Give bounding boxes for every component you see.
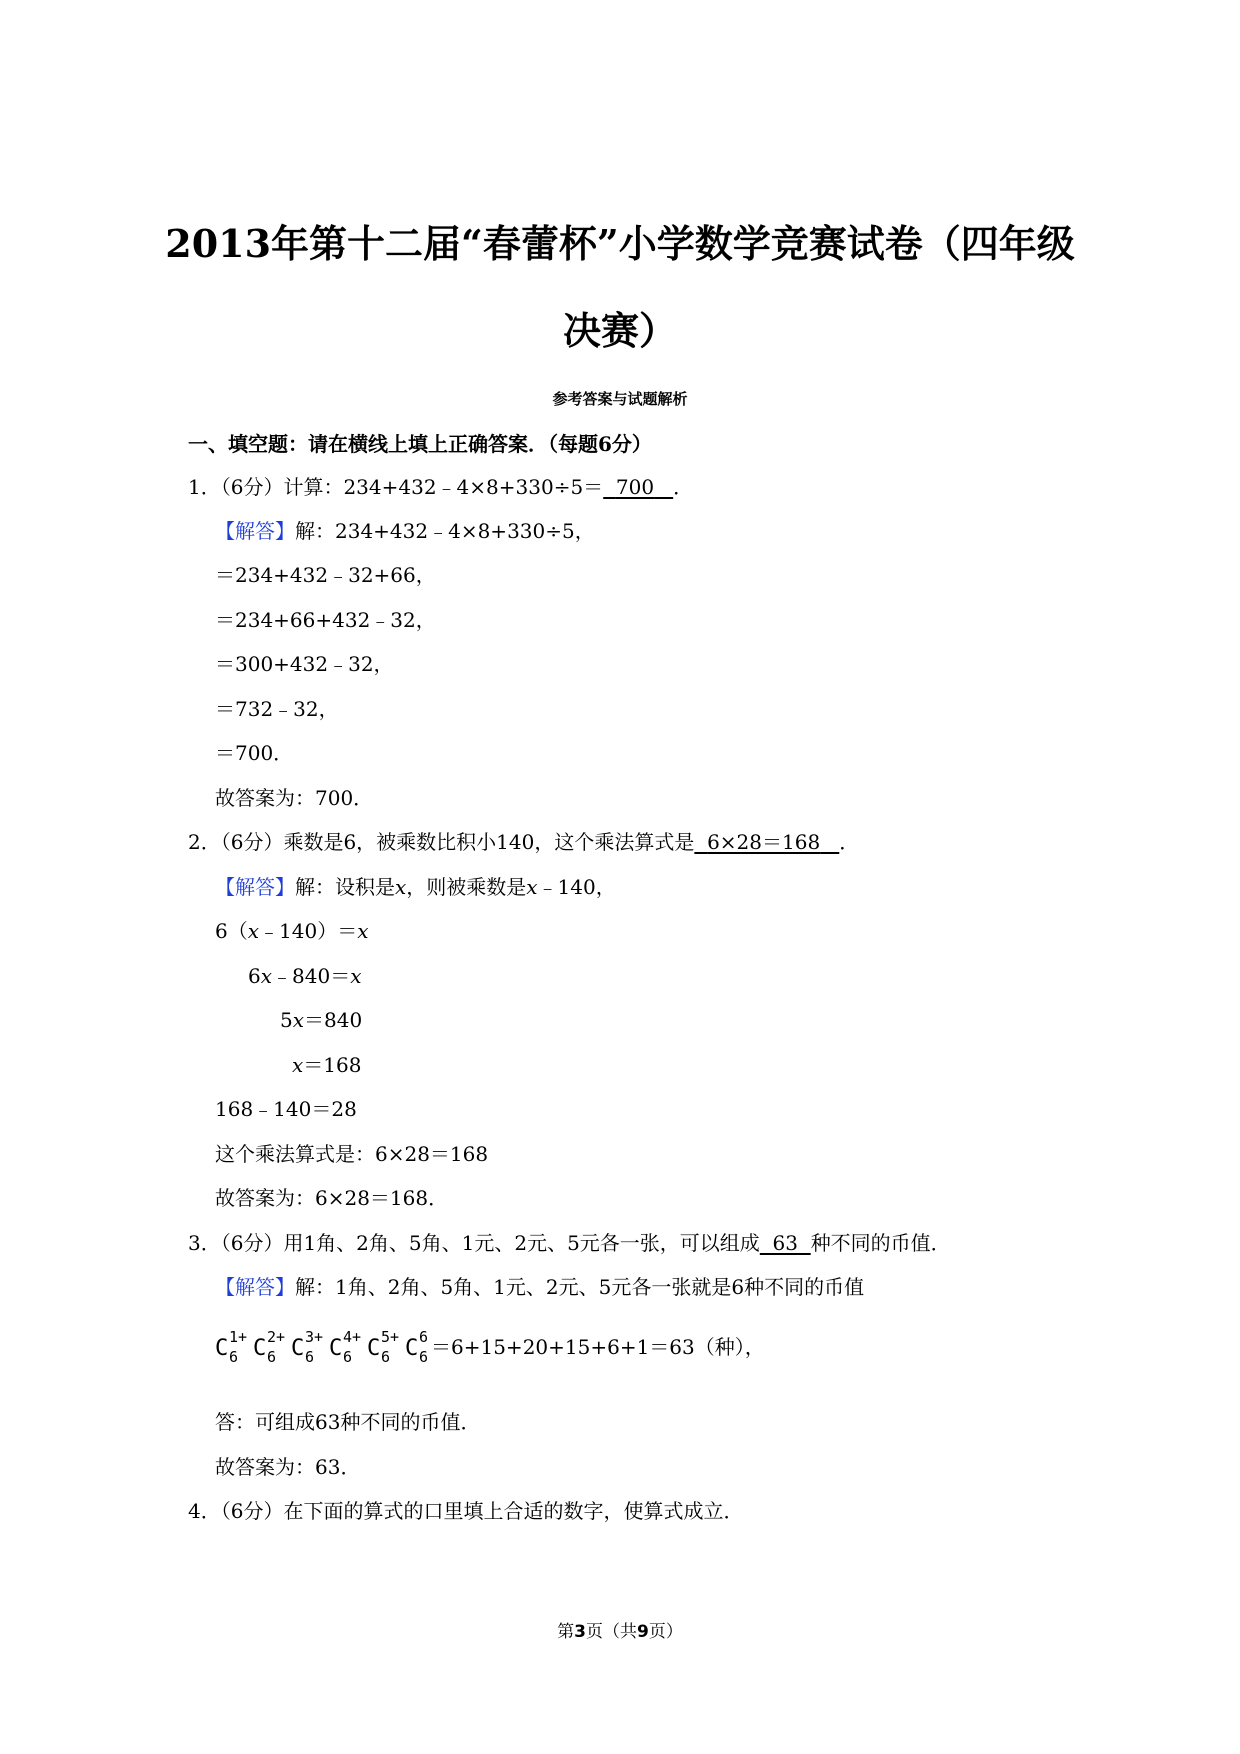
section-heading-fill-in: 一、填空题：请在横线上填上正确答案．（每题6分） — [188, 432, 652, 456]
question-3 — [188, 1230, 951, 1256]
variable-x: x — [292, 1008, 305, 1032]
comb-k: 3 — [305, 1328, 315, 1346]
equation-line — [280, 1007, 362, 1033]
solution-text: 解：1角、2角、5角、1元、2元、5元各一张就是6种不同的币值 — [295, 1275, 865, 1299]
comb-letter: C — [215, 1336, 229, 1361]
equation-part: 6（ — [215, 919, 248, 943]
solution-conclusion: 故答案为：63． — [215, 1455, 361, 1479]
solution-step: ＝300+432﹣32， — [215, 652, 394, 676]
question-2 — [188, 829, 859, 855]
question-1-text: 1．（6分）计算：234+432﹣4×8+330÷5＝ — [188, 475, 604, 499]
variable-x: x — [395, 875, 407, 899]
comb-n: 6 — [229, 1348, 239, 1366]
comb-sup — [305, 1330, 323, 1345]
page-title-line-1: 2013年第十二届“春蕾杯”小学数学竞赛试卷（四年级 — [165, 221, 1075, 266]
question-2-text: 2．（6分）乘数是6，被乘数比积小140，这个乘法算式是 — [188, 830, 695, 854]
question-2-answer: 6×28＝168 — [707, 830, 821, 854]
question-1-answer-blank — [603, 474, 673, 500]
comb-n: 6 — [381, 1348, 391, 1366]
combination-term — [329, 1330, 367, 1370]
variable-x: x — [260, 964, 273, 988]
plus-sign: + — [390, 1328, 400, 1346]
variable-x: x — [526, 875, 538, 899]
comb-sup — [343, 1330, 361, 1345]
comb-letter: C — [291, 1336, 305, 1361]
subtitle: 参考答案与试题解析 — [552, 390, 688, 408]
question-3-suffix: 种不同的币值． — [810, 1231, 951, 1255]
plus-sign: + — [352, 1328, 362, 1346]
page-title-line-2: 决赛） — [562, 308, 677, 353]
combination-term — [253, 1330, 291, 1370]
page-number: 3 — [574, 1622, 586, 1642]
solution-text: ，则被乘数是 — [406, 875, 527, 899]
combination-term — [405, 1330, 431, 1370]
footer-text: 第 — [557, 1622, 575, 1642]
comb-letter: C — [329, 1336, 343, 1361]
variable-x: x — [292, 1053, 304, 1077]
solution-step: 这个乘法算式是：6×28＝168 — [215, 1142, 489, 1166]
solution-tag: 【解答】 — [215, 1275, 295, 1299]
comb-n: 6 — [305, 1348, 315, 1366]
combination-term — [367, 1330, 405, 1370]
question-1-solution-intro — [215, 518, 595, 544]
comb-sup — [229, 1330, 247, 1345]
question-3-text: 3．（6分）用1角、2角、5角、1元、2元、5元各一张，可以组成 — [188, 1231, 760, 1255]
equation-part: ﹣840＝ — [272, 964, 351, 988]
plus-sign: + — [314, 1328, 324, 1346]
comb-k: 6 — [419, 1328, 429, 1346]
footer-text: 页） — [648, 1622, 683, 1642]
comb-n: 6 — [343, 1348, 353, 1366]
equation-line — [248, 963, 361, 989]
combination-term — [291, 1330, 329, 1370]
comb-n: 6 — [419, 1348, 429, 1366]
equation-line — [292, 1052, 361, 1078]
solution-text: 解：234+432﹣4×8+330÷5， — [295, 519, 595, 543]
comb-k: 2 — [267, 1328, 277, 1346]
plus-sign: + — [276, 1328, 286, 1346]
solution-step: ＝732﹣32， — [215, 697, 339, 721]
comb-n: 6 — [267, 1348, 277, 1366]
page-total: 9 — [637, 1622, 649, 1642]
comb-k: 4 — [343, 1328, 353, 1346]
answer-statement: 答：可组成63种不同的币值． — [215, 1410, 481, 1434]
page-footer — [0, 1617, 1240, 1642]
solution-step: ＝234+432﹣32+66， — [215, 563, 436, 587]
combination-formula — [215, 1330, 765, 1370]
comb-letter: C — [405, 1336, 419, 1361]
equation-part: ＝168 — [303, 1053, 362, 1077]
question-2-suffix: ． — [839, 830, 860, 854]
combination-term — [215, 1330, 253, 1370]
equation-part: 5 — [280, 1008, 293, 1032]
solution-step: ＝234+66+432﹣32， — [215, 608, 436, 632]
question-1 — [188, 474, 693, 500]
solution-conclusion: 故答案为：6×28＝168． — [215, 1186, 449, 1210]
plus-sign: + — [238, 1328, 248, 1346]
question-2-answer-blank — [694, 829, 839, 855]
solution-step: 168﹣140＝28 — [215, 1097, 357, 1121]
solution-text: ﹣140， — [537, 875, 616, 899]
solution-conclusion: 故答案为：700． — [215, 786, 374, 810]
question-3-solution-intro — [215, 1274, 864, 1300]
variable-x: x — [247, 919, 260, 943]
question-3-answer-blank — [760, 1230, 811, 1256]
question-1-answer: 700 — [615, 475, 655, 499]
comb-letter: C — [253, 1336, 267, 1361]
equation-part: ﹣140）＝ — [259, 919, 358, 943]
footer-text: 页（共 — [586, 1622, 637, 1642]
comb-letter: C — [367, 1336, 381, 1361]
question-3-answer: 63 — [772, 1231, 798, 1255]
question-1-suffix: ． — [673, 475, 694, 499]
equation-part: ＝840 — [304, 1008, 363, 1032]
solution-step: ＝700． — [215, 741, 294, 765]
solution-tag: 【解答】 — [215, 519, 295, 543]
variable-x: x — [357, 919, 369, 943]
solution-tag: 【解答】 — [215, 875, 295, 899]
equation-part: 6 — [248, 964, 261, 988]
comb-sup — [267, 1330, 285, 1345]
formula-result: ＝6+15+20+15+6+1＝63（种）， — [431, 1335, 765, 1359]
comb-k: 1 — [229, 1328, 239, 1346]
equation-line — [215, 918, 368, 944]
comb-sup — [381, 1330, 399, 1345]
question-4: 4．（6分）在下面的算式的口里填上合适的数字，使算式成立． — [188, 1499, 744, 1523]
question-2-solution-intro — [215, 874, 616, 900]
variable-x: x — [350, 964, 362, 988]
solution-text: 解：设积是 — [295, 875, 395, 899]
comb-k: 5 — [381, 1328, 391, 1346]
